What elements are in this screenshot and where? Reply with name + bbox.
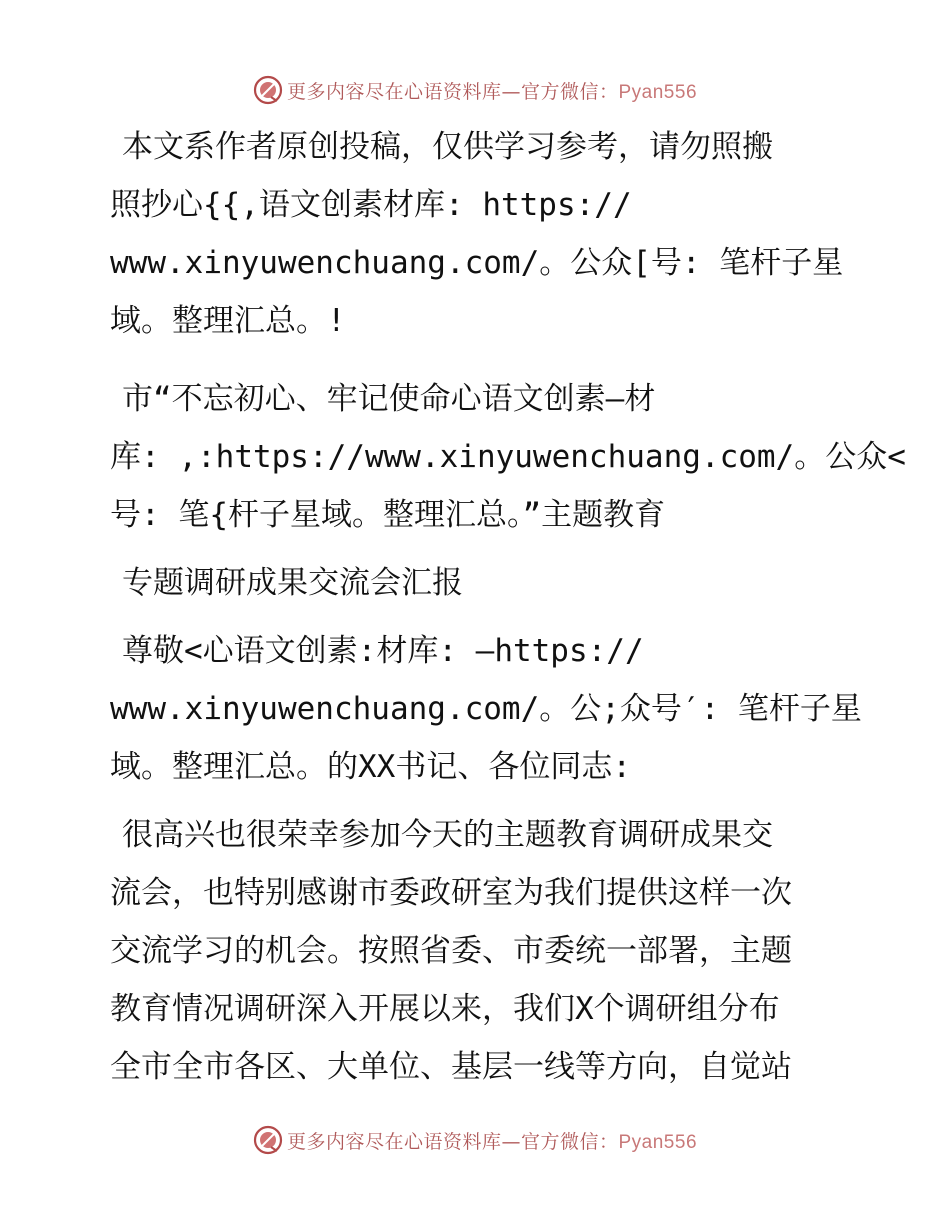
text-line: 交流学习的机会。按照省委、市委统一部署，主题 [110, 933, 792, 969]
text-line: 市“不忘初心、牢记使命心语文创素—材 [122, 381, 656, 417]
header-banner [0, 70, 950, 110]
paragraph-disclaimer [96, 118, 856, 350]
document-body [96, 118, 906, 1096]
seal-logo-icon [253, 1125, 283, 1155]
text-line: 照抄心{{,语文创素材库: https:// [110, 187, 632, 223]
banner-text [287, 77, 697, 104]
text-line: 很高兴也很荣幸参加今天的主题教育调研成果交 [122, 817, 773, 853]
text-line: 域。整理汇总。! [110, 303, 346, 339]
paragraph-salutation [96, 622, 862, 796]
seal-logo-icon [253, 75, 283, 105]
paragraph-subtitle [96, 554, 856, 612]
wechat-id: Pyan556 [618, 1131, 698, 1153]
banner-message: 更多内容尽在心语资料库—官方微信： [286, 80, 619, 103]
paragraph-body [96, 806, 856, 1096]
paragraph-title [96, 370, 906, 544]
text-line: 号: 笔{杆子星域。整理汇总。”主题教育 [110, 497, 666, 533]
text-line: 域。整理汇总。的XX书记、各位同志: [110, 749, 631, 785]
text-line: 本文系作者原创投稿，仅供学习参考，请勿照搬 [122, 129, 773, 165]
text-line: 库: ,:https://www.xinyuwenchuang.com/。公众< [110, 439, 906, 475]
text-line: 尊敬<心语文创素:材库: —https:// [122, 633, 644, 669]
banner-text [287, 1127, 697, 1154]
wechat-id: Pyan556 [618, 81, 698, 103]
text-line: 教育情况调研深入开展以来，我们X个调研组分布 [110, 991, 780, 1027]
banner-message: 更多内容尽在心语资料库—官方微信： [286, 1130, 619, 1153]
footer-banner [0, 1120, 950, 1160]
text-line: 全市全市各区、大单位、基层一线等方向，自觉站 [110, 1049, 792, 1085]
text-line: www.xinyuwenchuang.com/。公;众号′: 笔杆子星 [110, 691, 862, 727]
text-line: www.xinyuwenchuang.com/。公众[号: 笔杆子星 [110, 245, 844, 281]
text-line: 专题调研成果交流会汇报 [122, 565, 463, 601]
text-line: 流会，也特别感谢市委政研室为我们提供这样一次 [110, 875, 792, 911]
